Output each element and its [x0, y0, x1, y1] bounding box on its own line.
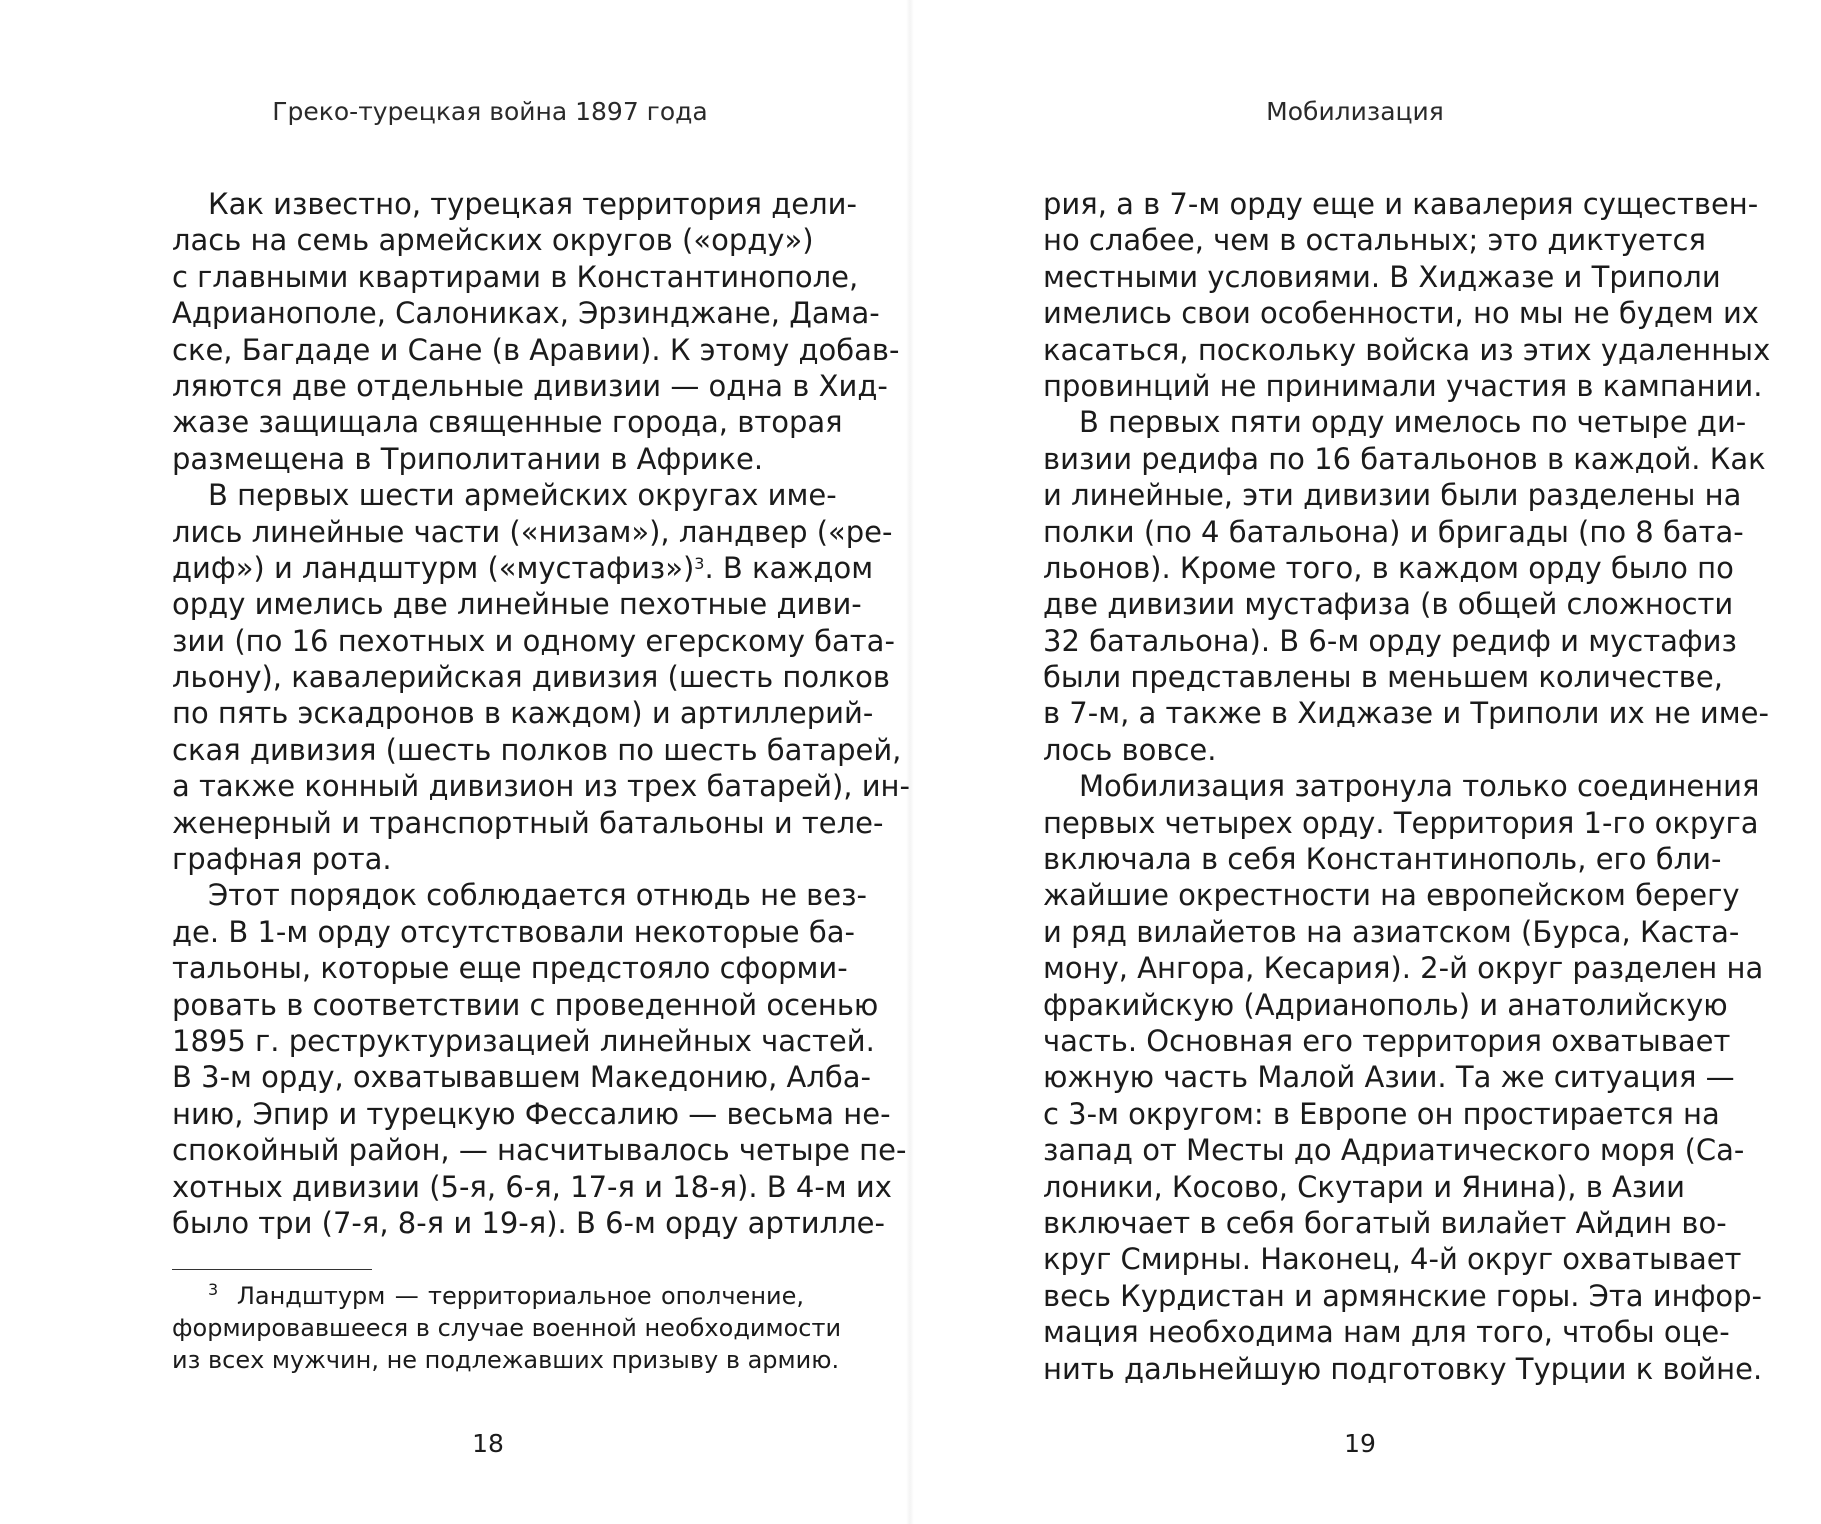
text-line: круг Смирны. Наконец, 4-й округ охватывает [1043, 1242, 1742, 1277]
right-page-number: 19 [1344, 1429, 1376, 1458]
text-line: ская дивизия (шесть полков по шесть батарей, [172, 732, 902, 767]
footnote-line: формировавшееся в случае военной необходимости [172, 1314, 842, 1342]
text-line: имелись свои особенности, но мы не будем их [1043, 296, 1759, 331]
text-line: рия, а в 7-м орду еще и кавалерия существен- [1043, 187, 1759, 221]
footnote [172, 1280, 842, 1376]
text-line: но слабее, чем в остальных; это диктуется [1043, 223, 1706, 258]
footnote-line [172, 1280, 804, 1312]
text-line: с 3-м округом: в Европе он простирается на [1043, 1096, 1720, 1131]
text-line: Мобилизация затронула только соединения [1079, 769, 1760, 804]
right-page [910, 0, 1821, 1524]
text-line: де. В 1-м орду отсутствовали некоторые ба- [172, 914, 855, 949]
text-line: размещена в Триполитании в Африке. [172, 441, 764, 476]
text-line: нить дальнейшую подготовку Турции к войне. [1043, 1351, 1763, 1386]
text-line: Адрианополе, Салониках, Эрзинджане, Дама- [172, 296, 880, 331]
text-line: хотных дивизии (5-я, 6-я, 17-я и 18-я). В 4-м их [172, 1169, 892, 1204]
text-line: лось вовсе. [1043, 732, 1217, 767]
left-page-number: 18 [472, 1429, 504, 1458]
text-line: и ряд вилайетов на азиатском (Бурса, Каста- [1043, 914, 1740, 949]
text-line: запад от Месты до Адриатического моря (Са- [1043, 1133, 1745, 1168]
text-line: две дивизии мустафиза (в общей сложности [1043, 587, 1734, 622]
text-line: а также конный дивизион из трех батарей), ин- [172, 769, 910, 804]
left-page [0, 0, 910, 1524]
text-line: В 3-м орду, охватывавшем Македонию, Алба- [172, 1060, 872, 1095]
text-line: лись линейные части («низам»), ландвер («ре- [172, 514, 893, 549]
text-line: было три (7-я, 8-я и 19-я). В 6-м орду артилле- [172, 1205, 885, 1240]
footnote-line: из всех мужчин, не подлежавших призыву в армию. [172, 1346, 840, 1374]
right-running-head: Мобилизация [1266, 97, 1444, 126]
text-line: В первых пяти орду имелось по четыре ди- [1079, 405, 1747, 440]
text-line: льону), кавалерийская дивизия (шесть полков [172, 660, 890, 695]
text-line: с главными квартирами в Константинополе, [172, 259, 859, 294]
text-line: спокойный район, — насчитывалось четыре пе- [172, 1133, 907, 1168]
footnote-divider [172, 1269, 372, 1270]
text-line: нию, Эпир и турецкую Фессалию — весьма не- [172, 1096, 891, 1131]
text-line: зии (по 16 пехотных и одному егерскому бата- [172, 623, 895, 658]
footnote-line-text: Ландштурм — территориальное ополчение, [236, 1282, 805, 1310]
text-line: лась на семь армейских округов («орду») [172, 223, 814, 258]
text-line: женерный и транспортный батальоны и теле- [172, 805, 884, 840]
text-line: местными условиями. В Хиджазе и Триполи [1043, 259, 1721, 294]
text-line: по пять эскадронов в каждом) и артиллерий- [172, 696, 874, 731]
text-line: жайшие окрестности на европейском берегу [1043, 878, 1740, 913]
text-line: и линейные, эти дивизии были разделены на [1043, 478, 1742, 513]
text-line: первых четырех орду. Территория 1-го округа [1043, 805, 1759, 840]
right-body-text [1043, 186, 1771, 1387]
footnote-reference[interactable]: 3 [694, 553, 705, 573]
text-line: графная рота. [172, 842, 392, 877]
left-running-head: Греко-турецкая война 1897 года [272, 97, 708, 126]
text-line: ске, Багдаде и Сане (в Аравии). К этому добав- [172, 332, 900, 367]
text-line: часть. Основная его территория охватывает [1043, 1023, 1731, 1058]
text-line: включает в себя богатый вилайет Айдин во- [1043, 1205, 1727, 1240]
text-line: касаться, поскольку войска из этих удаленных [1043, 332, 1771, 367]
text-line: тальоны, которые еще предстояло сформи- [172, 951, 848, 986]
text-line: Этот порядок соблюдается отнюдь не вез- [208, 878, 867, 913]
text-line: полки (по 4 батальона) и бригады (по 8 бата- [1043, 514, 1744, 549]
text-line: Как известно, турецкая территория дели- [208, 187, 857, 221]
text-line: орду имелись две линейные пехотные диви- [172, 587, 862, 622]
text-line-tail: . В каждом [704, 550, 874, 585]
text-line: жазе защищала священные города, вторая [172, 405, 843, 440]
text-line: мация необходима нам для того, чтобы оце- [1043, 1315, 1730, 1350]
text-line: 1895 г. реструктуризацией линейных частей. [172, 1023, 875, 1058]
text-line: фракийскую (Адрианополь) и анатолийскую [1043, 987, 1728, 1022]
text-line: были представлены в меньшем количестве, [1043, 660, 1723, 695]
text-line-with-footnote-ref [172, 550, 874, 586]
footnote-marker: 3 [208, 1280, 219, 1299]
text-line: 32 батальона). В 6-м орду редиф и мустафиз [1043, 623, 1737, 658]
text-line: визии редифа по 16 батальонов в каждой. Как [1043, 441, 1766, 476]
text-line-head: диф») и ландштурм («мустафиз») [172, 550, 695, 585]
text-line: в 7-м, а также в Хиджазе и Триполи их не име- [1043, 696, 1769, 731]
text-line: весь Курдистан и армянские горы. Эта инфор- [1043, 1278, 1762, 1313]
text-line: южную часть Малой Азии. Та же ситуация — [1043, 1060, 1735, 1095]
text-line: В первых шести армейских округах име- [208, 478, 837, 513]
text-line: лоники, Косово, Скутари и Янина), в Азии [1043, 1169, 1686, 1204]
text-line: мону, Ангора, Кесария). 2-й округ разделен на [1043, 951, 1764, 986]
left-body-text [172, 186, 910, 1241]
text-line: ляются две отдельные дивизии — одна в Хид- [172, 368, 888, 403]
text-line: льонов). Кроме того, в каждом орду было по [1043, 550, 1734, 585]
text-line: ровать в соответствии с проведенной осенью [172, 987, 879, 1022]
text-line: провинций не принимали участия в кампании. [1043, 368, 1763, 403]
text-line: включала в себя Константинополь, его бли- [1043, 842, 1722, 877]
